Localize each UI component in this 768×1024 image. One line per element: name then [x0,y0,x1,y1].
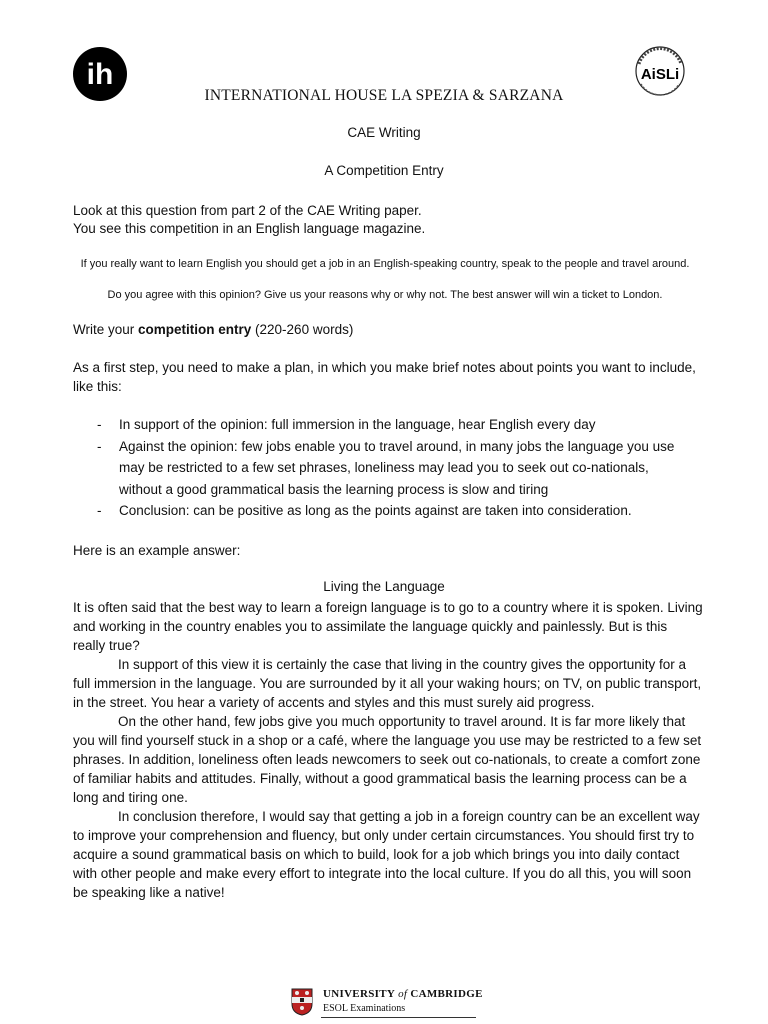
task-heading: A Competition Entry [324,163,444,178]
intro-line-1: Look at this question from part 2 of the CAE Writing paper. [73,203,422,218]
esol-label: ESOL Examinations [323,1003,406,1014]
cambridge-crest-icon [291,988,313,1016]
footer-divider [321,1017,476,1018]
competition-prompt-2: Do you agree with this opinion? Give us your reasons why or why not. The best answer will win a ticket to London. [107,289,663,301]
aisli-logo-text: AiSLi [640,66,680,83]
instruction-prefix: Write your [73,322,139,337]
cambridge-esol-logo [291,986,481,1024]
plan-bullet: - Conclusion: can be positive as long as the points against are taken into consideration. [97,503,632,518]
plan-intro: As a first step, you need to make a plan, in which you make brief notes about points you want to include, like this: [73,360,696,394]
example-intro: Here is an example answer: [73,543,241,558]
instruction-bold: competition entry [138,322,252,337]
subject-heading: CAE Writing [347,125,421,140]
plan-bullet: - In support of the opinion: full immersion in the language, hear English every day [97,417,596,432]
instruction-suffix: (220-260 words) [251,322,354,337]
competition-prompt-1: If you really want to learn English you should get a job in an English-speaking country, speak to the people and travel around. [80,258,690,270]
essay-paragraph: In conclusion therefore, I would say that getting a job in a foreign country can be an excellent way to improve your comprehension and fluency, but only under certain circumstances. You should first try to acquire a sound grammatical basis on which to build, look for a job which brings you into daily contact with other people and make every effort to integrate into the local culture. If you do all this, you will soon be speaking like a native! [73,809,700,900]
essay-paragraph: On the other hand, few jobs give you much opportunity to travel around. It is far more likely that you will find yourself stuck in a shop or a café, where the language you use may be restricted to a few set phrases. In addition, loneliness often leads newcomers to seek out co-nationals, to create a comfort zone of familiar habits and attitudes. Finally, without a good grammatical basis the learning process can be a long and tiring one. [73,714,702,805]
plan-bullet: - Against the opinion: few jobs enable you to travel around, in many jobs the language you use may be restricted to a few set phrases, loneliness may lead you to seek out co-nationals, without a good grammatical basis the learning process is slow and tiring [97,438,675,497]
essay-paragraph: It is often said that the best way to learn a foreign language is to go to a country where it is spoken. Living and working in the country enables you to assimilate the language quickly and painlessly. But is this really true? [73,600,703,653]
school-title: INTERNATIONAL HOUSE LA SPEZIA & SARZANA [204,87,564,104]
ih-logo-text: ih [86,58,114,91]
essay-title: Living the Language [323,579,445,594]
essay-body [73,598,703,902]
intro-line-2: You see this competition in an English language magazine. [73,221,426,236]
university-name: UNIVERSITY of CAMBRIDGE [323,988,483,1000]
plan-bullet-list [73,414,693,522]
essay-paragraph: In support of this view it is certainly the case that living in the country gives the opportunity for a full immersion in the language. You are surrounded by it all your waking hours; on TV, on public transport, in the street. You hear a variety of accents and styles and this must surely aid progress. [73,657,702,710]
instruction-line [73,321,713,340]
